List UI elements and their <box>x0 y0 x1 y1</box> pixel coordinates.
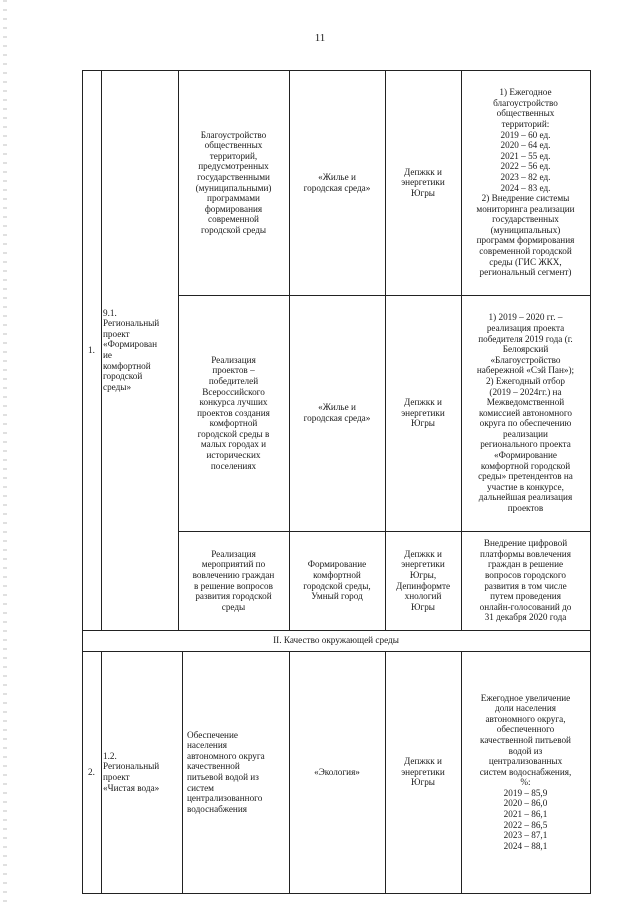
result-cell: 1) Ежегодное благоустройство общественных территорий: 2019 – 60 ед. 2020 – 64 ед. 2021 – 55 ед. 2022 – 56 ед. 2023 – 82 ед. 2024 – 83 ед. 2) Внедрение системы мониторинга реализации государственных (муниципальных) программ формирования современной городской среды (ГИС ЖКХ, региональный сегмент) <box>476 87 575 278</box>
result-cell: Внедрение цифровой платформы вовлечения граждан в решение вопросов городского развития в том числе путем проведения онлайн-голосований до 31 декабря 2020 года <box>479 538 572 623</box>
executor-cell: Депжкк и энергетики Югры, Депинформте хнологий Югры <box>395 548 451 612</box>
program-cell: «Жилье и городская среда» <box>303 171 371 193</box>
activity-cell: Реализация проектов – победителей Всероссийского конкурса лучших проектов создания комфортной городской среды в малых городах и исторических поселениях <box>197 354 270 471</box>
activity-cell: Реализация мероприятий по вовлечению граждан в решение вопросов развития городской среды <box>192 548 275 612</box>
activity-cell: Обеспечение населения автономного округа качественной питьевой водой из систем централизованного водоснабжения <box>187 729 265 814</box>
result-cell: 1) 2019 – 2020 гг. – реализация проекта победителя 2019 года (г. Белоярский «Благоустройство набережной «Сэй Пан»); 2) Ежегодный отбор (2019 – 2024гг.) на Межведомственной комиссией автономного округа по обеспечению реализации регионального проекта «Формирование комфортной городской среды» претендентов на участие в конкурсе, дальнейшая реализация проектов <box>476 312 575 514</box>
project-name: 1.2. Региональный проект «Чистая вода» <box>103 750 160 793</box>
row-number: 1. <box>88 344 95 355</box>
row-number: 2. <box>88 766 95 777</box>
scan-edge <box>3 0 7 905</box>
activity-cell: Благоустройство общественных территорий, предусмотренных государственными (муниципальными) программами формирования современной городской среды <box>195 129 272 235</box>
program-cell: «Жилье и городская среда» <box>303 402 371 423</box>
program-cell: Формирование комфортной городской среды, Умный город <box>303 559 371 602</box>
project-name: 9.1. Региональный проект «Формирован ие комфортной городской среды» <box>103 307 160 392</box>
executor-cell: Депжкк и энергетики Югры <box>401 397 445 429</box>
page-number: 11 <box>314 32 326 44</box>
section-heading: II. Качество окружающей среды <box>273 635 399 646</box>
executor-cell: Депжкк и энергетики Югры <box>401 756 445 788</box>
executor-cell: Депжкк и энергетики Югры <box>401 166 445 198</box>
program-cell: «Экология» <box>314 766 360 777</box>
result-cell: Ежегодное увеличение доли населения автономного округа, обеспеченного качественной питьевой водой из централизованных систем водоснабжения, %: 2019 – 85,9 2020 – 86,0 2021 – 86,1 2022 – 86,5 2023 – 87,1 2024 – 88,1 <box>479 692 572 851</box>
